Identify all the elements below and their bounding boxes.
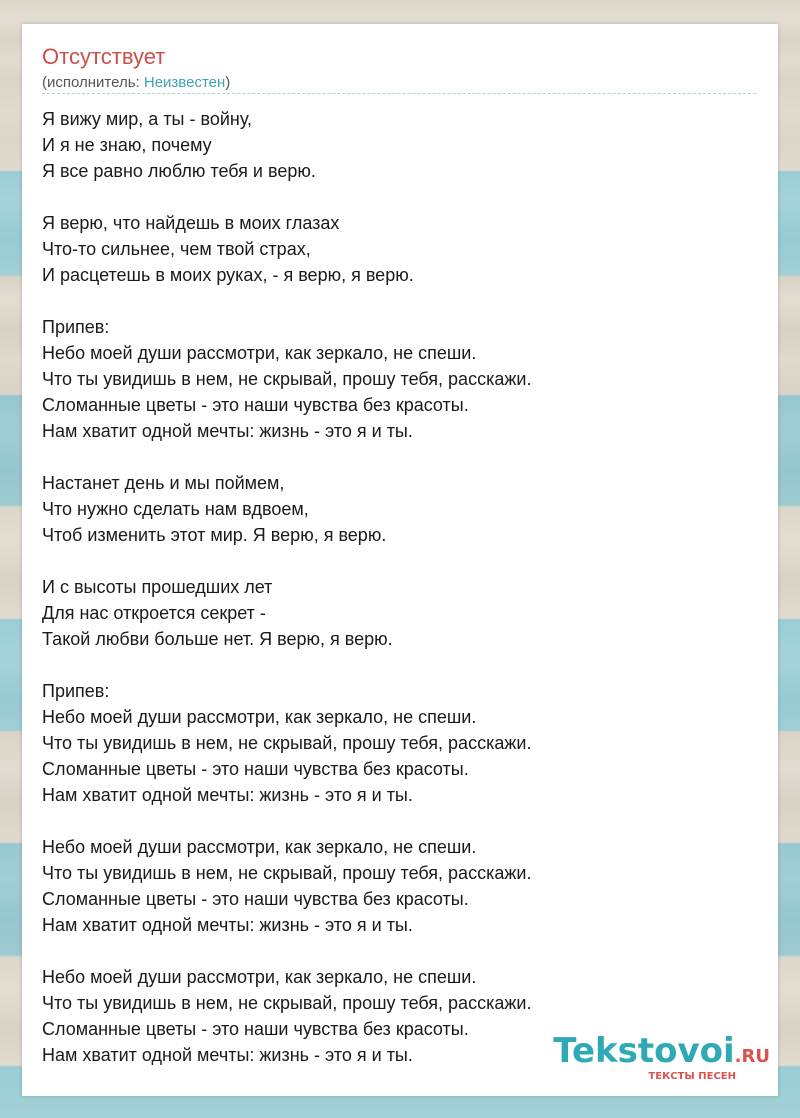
lyric-line: Я верю, что найдешь в моих глазах [42, 213, 340, 233]
lyrics-stanza [42, 574, 762, 652]
lyric-line: Я вижу мир, а ты - войну, [42, 109, 253, 129]
artist-line [42, 74, 230, 92]
lyric-line: Что ты увидишь в нем, не скрывай, прошу тебя, расскажи. [42, 733, 532, 753]
lyric-line: Нам хватит одной мечты: жизнь - это я и ты. [42, 915, 413, 935]
lyric-line: Нам хватит одной мечты: жизнь - это я и ты. [42, 1045, 413, 1065]
lyric-line: И я не знаю, почему [42, 135, 212, 155]
song-title: Отсутствует [42, 44, 166, 69]
lyrics-stanza [42, 678, 762, 808]
lyric-line: Я все равно люблю тебя и верю. [42, 161, 316, 181]
lyric-line: Сломанные цветы - это наши чувства без красоты. [42, 395, 469, 415]
artist-suffix: ) [225, 74, 231, 91]
lyric-line: Припев: [42, 681, 110, 701]
logo-domain: .RU [734, 1046, 770, 1067]
lyric-line: И с высоты прошедших лет [42, 577, 273, 597]
lyrics-body [42, 106, 762, 1094]
lyric-line: Чтоб изменить этот мир. Я верю, я верю. [42, 525, 387, 545]
lyric-line: Что ты увидишь в нем, не скрывай, прошу тебя, расскажи. [42, 369, 532, 389]
lyric-line: Небо моей души рассмотри, как зеркало, не спеши. [42, 343, 477, 363]
lyric-line: Небо моей души рассмотри, как зеркало, не спеши. [42, 837, 477, 857]
lyric-line: Сломанные цветы - это наши чувства без красоты. [42, 889, 469, 909]
lyric-line: Что-то сильнее, чем твой страх, [42, 239, 311, 259]
lyric-line: И расцетешь в моих руках, - я верю, я верю. [42, 265, 414, 285]
lyric-line: Сломанные цветы - это наши чувства без красоты. [42, 759, 469, 779]
site-logo[interactable] [553, 1033, 770, 1082]
lyric-line: Для нас откроется секрет - [42, 603, 266, 623]
lyric-line: Нам хватит одной мечты: жизнь - это я и ты. [42, 421, 413, 441]
logo-wordmark [553, 1033, 770, 1075]
logo-tagline: ТЕКСТЫ ПЕСЕН [648, 1071, 736, 1082]
lyric-line: Что ты увидишь в нем, не скрывай, прошу тебя, расскажи. [42, 993, 532, 1013]
lyric-line: Что ты увидишь в нем, не скрывай, прошу тебя, расскажи. [42, 863, 532, 883]
lyric-line: Сломанные цветы - это наши чувства без красоты. [42, 1019, 469, 1039]
artist-link[interactable]: Неизвестен [143, 74, 226, 91]
lyrics-stanza [42, 470, 762, 548]
lyrics-stanza [42, 210, 762, 288]
logo-main-text: Tekstovoi [553, 1031, 735, 1071]
lyrics-stanza [42, 106, 762, 184]
lyrics-stanza [42, 834, 762, 938]
lyric-line: Настанет день и мы поймем, [42, 473, 285, 493]
lyric-line: Припев: [42, 317, 110, 337]
lyric-line: Такой любви больше нет. Я верю, я верю. [42, 629, 393, 649]
lyric-line: Небо моей души рассмотри, как зеркало, не спеши. [42, 707, 477, 727]
lyric-line: Нам хватит одной мечты: жизнь - это я и ты. [42, 785, 413, 805]
lyrics-card [22, 24, 778, 1096]
artist-prefix: (исполнитель: [42, 74, 144, 91]
lyrics-stanza [42, 314, 762, 444]
title-divider [42, 93, 756, 94]
lyric-line: Небо моей души рассмотри, как зеркало, не спеши. [42, 967, 477, 987]
lyric-line: Что нужно сделать нам вдвоем, [42, 499, 309, 519]
